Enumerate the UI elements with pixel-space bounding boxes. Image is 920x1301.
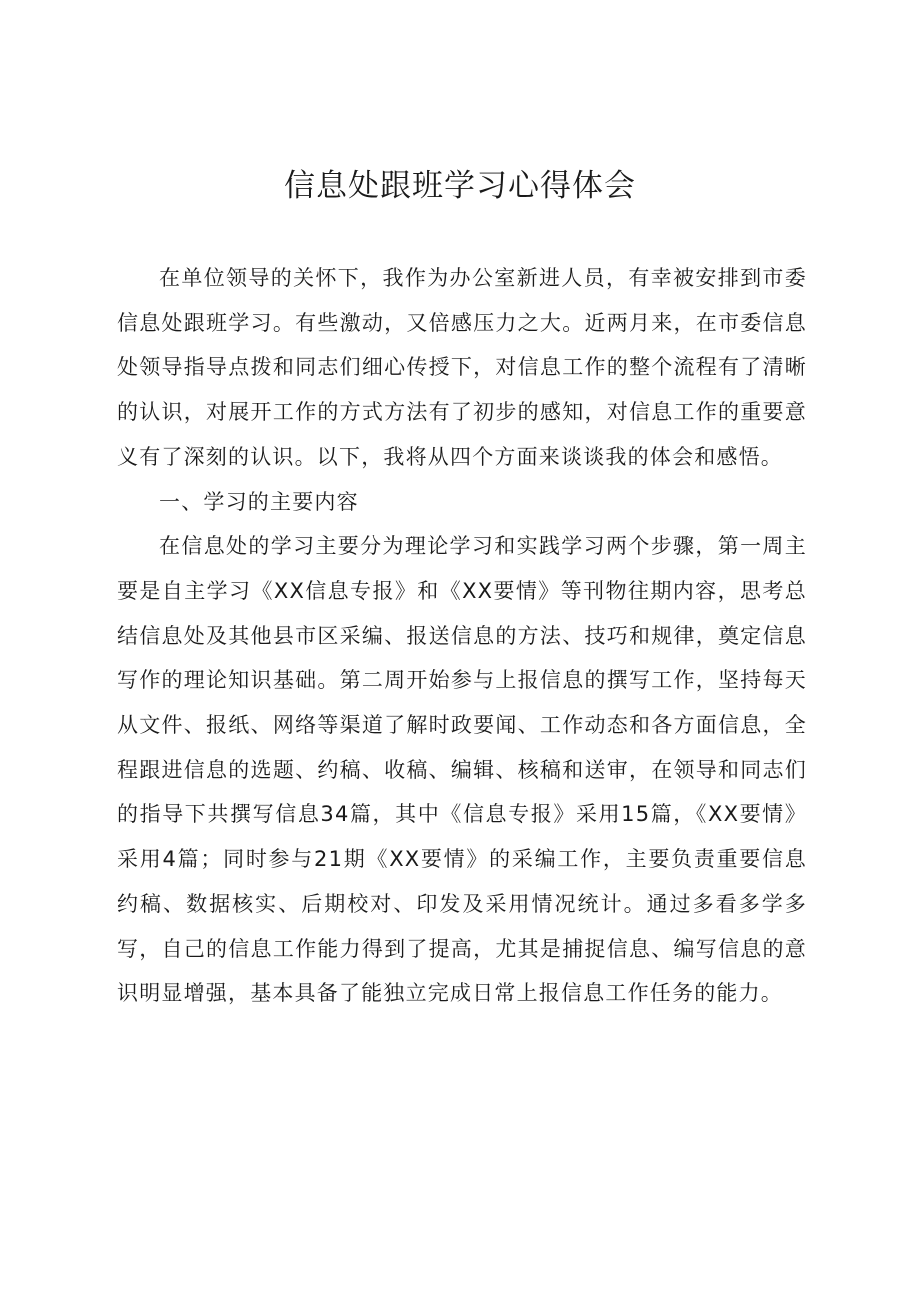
section-paragraph-1: 在信息处的学习主要分为理论学习和实践学习两个步骤，第一周主要是自主学习《XX信息专报》和《XX要情》等刊物往期内容，思考总结信息处及其他县市区采编、报送信息的方法、技巧和规律，奠定信息写作的理论知识基础。第二周开始参与上报信息的撰写工作，坚持每天从文件、报纸、网络等渠道了解时政要闻、工作动态和各方面信息，全程跟进信息的选题、约稿、收稿、编辑、核稿和送审，在领导和同志们的指导下共撰写信息34篇，其中《信息专报》采用15篇，《XX要情》采用4篇；同时参与21期《XX要情》的采编工作，主要负责重要信息约稿、数据核实、后期校对、印发及采用情况统计。通过多看多学多写，自己的信息工作能力得到了提高，尤其是捕捉信息、编写信息的意识明显增强，基本具备了能独立完成日常上报信息工作任务的能力。 <box>117 534 807 1006</box>
intro-paragraph: 在单位领导的关怀下，我作为办公室新进人员，有幸被安排到市委信息处跟班学习。有些激动，又倍感压力之大。近两月来，在市委信息处领导指导点拨和同志们细心传授下，对信息工作的整个流程有了清晰的认识，对展开工作的方式方法有了初步的感知，对信息工作的重要意义有了深刻的认识。以下，我将从四个方面来谈谈我的体会和感悟。 <box>117 266 807 469</box>
page-title: 信息处跟班学习心得体会 <box>284 168 636 204</box>
section-heading-1: 一、学习的主要内容 <box>159 489 359 514</box>
document-body <box>117 256 807 1016</box>
